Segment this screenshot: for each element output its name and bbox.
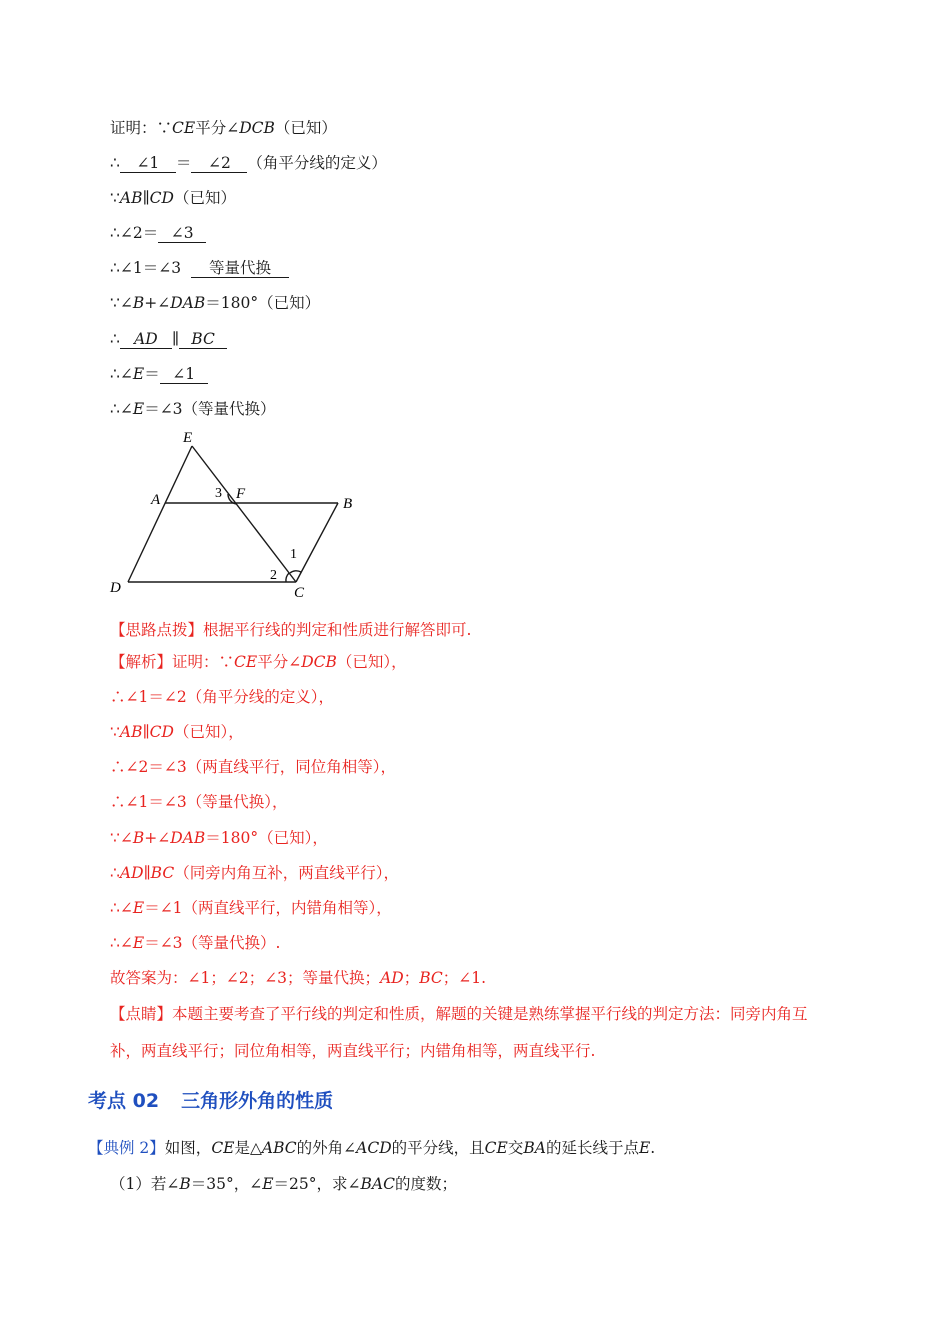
analysis-line-2: ∴∠1＝∠2（角平分线的定义）， [110, 688, 334, 706]
analysis-line-7: ∴AD∥BC（同旁内角互补，两直线平行）， [110, 864, 399, 882]
angle-label-2: 2 [270, 568, 277, 583]
proof-line-5: ∴∠1＝∠3 等量代换 [110, 258, 289, 278]
answer-blank: 等量代换 [191, 259, 289, 278]
point-label-F: F [236, 486, 246, 502]
example-tag: 【典例 2】 [88, 1139, 165, 1157]
analysis-line-9: ∴∠E＝∠3（等量代换）. [110, 934, 281, 952]
comment-line-2: 补，两直线平行；同位角相等，两直线平行；内错角相等，两直线平行. [110, 1042, 596, 1060]
example-2-question-1: （1）若∠B＝35°，∠E＝25°，求∠BAC的度数； [110, 1175, 457, 1193]
analysis-line-4: ∴∠2＝∠3（两直线平行，同位角相等）， [110, 758, 396, 776]
angle-1-arc [290, 571, 301, 573]
point-label-C: C [294, 585, 305, 601]
geometry-figure [100, 424, 370, 604]
point-label-A: A [151, 492, 161, 508]
proof-line-1: 证明：∵CE平分∠DCB（已知） [110, 119, 337, 137]
point-label-D: D [110, 580, 121, 596]
point-label-B: B [343, 496, 353, 512]
line-EC [192, 446, 296, 582]
analysis-line-8: ∴∠E＝∠1（两直线平行，内错角相等）， [110, 899, 392, 917]
answer-line: 故答案为：∠1；∠2；∠3；等量代换；AD；BC；∠1. [110, 969, 487, 987]
analysis-line-6: ∵∠B+∠DAB＝180°（已知）， [110, 829, 328, 847]
answer-blank: ∠3 [158, 224, 206, 243]
proof-line-2: ∴ ∠1 ＝ ∠2 （角平分线的定义） [110, 154, 387, 172]
proof-line-7: ∴ AD ∥ BC [110, 329, 227, 349]
answer-blank: ∠1 [160, 365, 208, 384]
comment-line-1: 【点睛】本题主要考查了平行线的判定和性质，解题的关键是熟练掌握平行线的判定方法：同旁内角互 [110, 1005, 808, 1023]
section-heading: 考点 02 三角形外角的性质 [88, 1090, 334, 1112]
analysis-line-5: ∴∠1＝∠3（等量代换）， [110, 793, 288, 811]
answer-blank: ∠1 [120, 154, 176, 173]
point-label-E: E [183, 430, 193, 446]
proof-line-3: ∵AB∥CD（已知） [110, 189, 236, 207]
angle-2-arc [286, 573, 289, 582]
hint-line: 【思路点拨】根据平行线的判定和性质进行解答即可. [110, 621, 472, 639]
analysis-line-1: 【解析】证明：∵CE平分∠DCB（已知）， [110, 653, 407, 671]
answer-blank: BC [179, 330, 227, 349]
example-2-statement: 【典例 2】如图，CE是△ABC的外角∠ACD的平分线，且CE交BA的延长线于点E. [88, 1139, 656, 1157]
proof-line-8: ∴∠E＝ ∠1 [110, 364, 208, 384]
proof-line-9: ∴∠E＝∠3（等量代换） [110, 400, 276, 418]
answer-blank: AD [120, 330, 172, 349]
analysis-line-3: ∵AB∥CD（已知）， [110, 723, 244, 741]
line-ED [128, 446, 192, 582]
angle-label-1: 1 [290, 547, 297, 562]
angle-label-3: 3 [215, 486, 222, 501]
line-BC [296, 503, 338, 582]
proof-line-6: ∵∠B+∠DAB＝180°（已知） [110, 294, 321, 312]
proof-line-4: ∴∠2＝ ∠3 [110, 223, 206, 243]
answer-blank: ∠2 [191, 154, 247, 173]
